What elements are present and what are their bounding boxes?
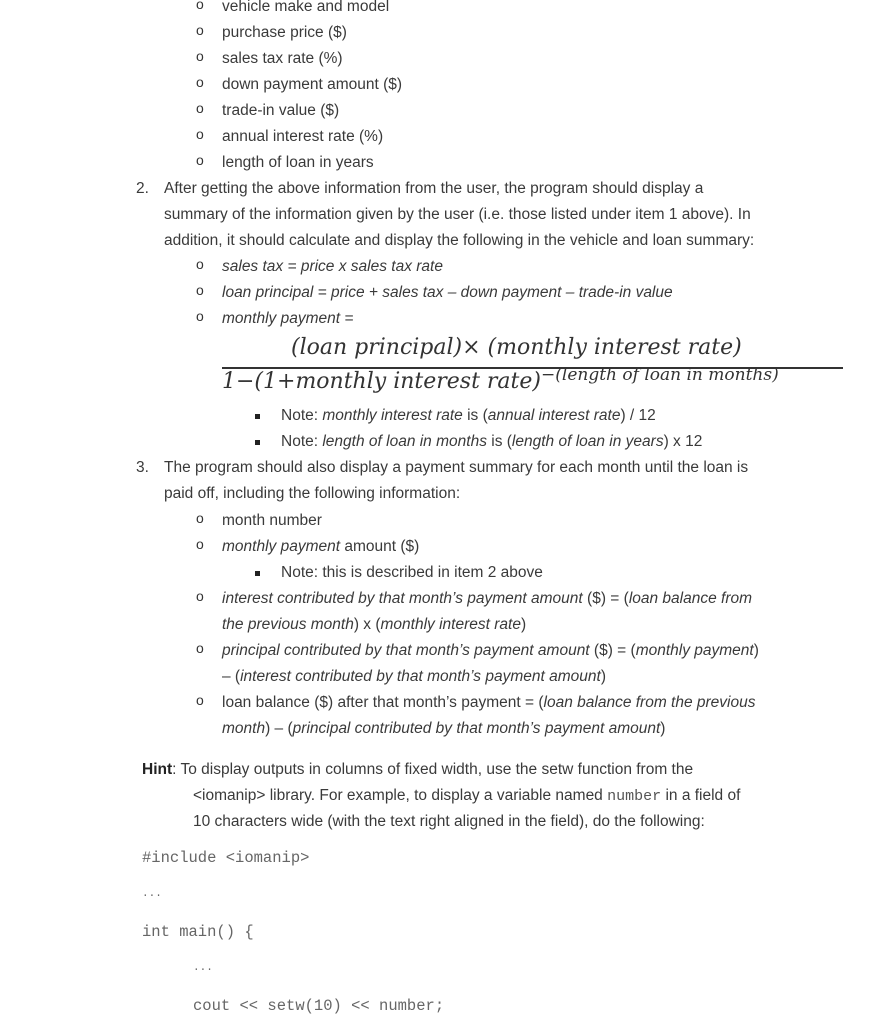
list-item: trade-in value ($)	[222, 102, 340, 119]
square-bullet-icon	[255, 440, 260, 445]
circle-bullet-icon: o	[196, 536, 204, 552]
formula-loan-principal	[222, 283, 673, 303]
term: monthly interest rate	[380, 616, 521, 633]
list-item: vehicle make and model	[222, 0, 390, 15]
code-ellipsis: ...	[142, 888, 162, 900]
paragraph-line: summary of the information given by the user (i.e. those listed under item 1 above). In	[164, 206, 751, 223]
hint-text: <iomanip> library. For example, to display a variable named	[193, 787, 608, 804]
text: )	[660, 720, 666, 737]
list-item	[222, 693, 756, 713]
circle-bullet-icon: o	[196, 152, 204, 168]
note-term: annual interest rate	[487, 407, 621, 424]
sales-tax-text: sales tax = price x sales tax rate	[222, 258, 443, 275]
note: Note: this is described in item 2 above	[281, 564, 543, 581]
code-ellipsis: ...	[193, 962, 213, 974]
note-prefix: Note:	[281, 433, 323, 450]
term: monthly payment	[222, 538, 341, 555]
list-item: month number	[222, 512, 322, 529]
text: )	[753, 642, 759, 659]
list-item: purchase price ($)	[222, 24, 347, 41]
term: monthly payment	[635, 642, 754, 659]
code-include: #include <iomanip>	[142, 849, 310, 867]
list-item: down payment amount ($)	[222, 76, 403, 93]
circle-bullet-icon: o	[196, 100, 204, 116]
list-item	[222, 641, 759, 661]
note-loan-months	[281, 432, 702, 452]
circle-bullet-icon: o	[196, 48, 204, 64]
term: the previous month	[222, 616, 354, 633]
list-item: sales tax rate (%)	[222, 50, 343, 67]
formula-sales-tax	[222, 257, 443, 277]
note-prefix: Note:	[281, 407, 323, 424]
list-item-cont	[222, 615, 526, 635]
hint-line	[142, 760, 693, 780]
item-number: 2.	[136, 180, 149, 197]
hint-label: Hint	[142, 761, 173, 778]
term: loan balance from	[628, 590, 753, 607]
text: ($) = (	[589, 642, 636, 659]
hint-line: 10 characters wide (with the text right aligned in the field), do the following:	[193, 813, 705, 830]
text: – (	[222, 668, 241, 685]
note-text: ) / 12	[620, 407, 656, 424]
text: ) x (	[353, 616, 381, 633]
hint-line	[193, 786, 740, 807]
term: month	[222, 720, 266, 737]
circle-bullet-icon: o	[196, 74, 204, 90]
denominator-exponent: −(length of loan in months)	[541, 365, 779, 385]
circle-bullet-icon: o	[196, 282, 204, 298]
note-text: ) x 12	[663, 433, 703, 450]
term: interest contributed by that month’s payment amount	[240, 668, 601, 685]
term: principal contributed by that month’s payment amount	[222, 642, 590, 659]
term: interest contributed by that month’s payment amount	[222, 590, 583, 607]
note-text: is (	[486, 433, 512, 450]
fraction-numerator: (loan principal)× (monthly interest rate)	[291, 335, 742, 360]
item-number: 3.	[136, 459, 149, 476]
text: )	[600, 668, 606, 685]
monthly-payment-text: monthly payment =	[222, 310, 354, 327]
paragraph-line: paid off, including the following information:	[164, 485, 461, 502]
text: ) – (	[265, 720, 293, 737]
list-item: annual interest rate (%)	[222, 128, 384, 145]
note-term: monthly interest rate	[322, 407, 463, 424]
circle-bullet-icon: o	[196, 22, 204, 38]
circle-bullet-icon: o	[196, 588, 204, 604]
square-bullet-icon	[255, 414, 260, 419]
hint-text: in a field of	[661, 787, 741, 804]
circle-bullet-icon: o	[196, 308, 204, 324]
note-term: length of loan in months	[322, 433, 487, 450]
text: loan balance ($) after that month’s payment = (	[222, 694, 544, 711]
square-bullet-icon	[255, 571, 260, 576]
text: ($) = (	[582, 590, 629, 607]
fraction-denominator	[222, 365, 779, 394]
paragraph-line: addition, it should calculate and display the following in the vehicle and loan summary:	[164, 232, 755, 249]
circle-bullet-icon: o	[196, 510, 204, 526]
circle-bullet-icon: o	[196, 640, 204, 656]
variable-name: number	[607, 788, 662, 805]
denominator-base: 1−(1+monthly interest rate)	[222, 369, 541, 394]
circle-bullet-icon: o	[196, 126, 204, 142]
circle-bullet-icon: o	[196, 256, 204, 272]
list-item	[222, 537, 419, 557]
code-main: int main() {	[142, 923, 254, 941]
note-monthly-rate	[281, 406, 656, 426]
circle-bullet-icon: o	[196, 0, 204, 12]
text: )	[520, 616, 527, 633]
code-cout: cout << setw(10) << number;	[193, 997, 445, 1015]
list-item-cont	[222, 667, 606, 687]
paragraph-line: After getting the above information from the user, the program should display a	[164, 180, 704, 197]
formula-monthly-payment	[222, 309, 353, 329]
note-text: is (	[462, 407, 488, 424]
term: principal contributed by that month’s payment amount	[292, 720, 661, 737]
paragraph-line: The program should also display a payment summary for each month until the loan is	[164, 459, 749, 476]
list-item	[222, 589, 752, 609]
list-item-cont	[222, 719, 665, 739]
list-item: length of loan in years	[222, 154, 374, 171]
hint-text: : To display outputs in columns of fixed width, use the setw function from the	[172, 761, 694, 778]
loan-principal-text: loan principal = price + sales tax – down payment – trade-in value	[222, 284, 673, 301]
term: loan balance from the previous	[543, 694, 756, 711]
text: amount ($)	[340, 538, 420, 555]
note-term: length of loan in years	[511, 433, 664, 450]
circle-bullet-icon: o	[196, 692, 204, 708]
